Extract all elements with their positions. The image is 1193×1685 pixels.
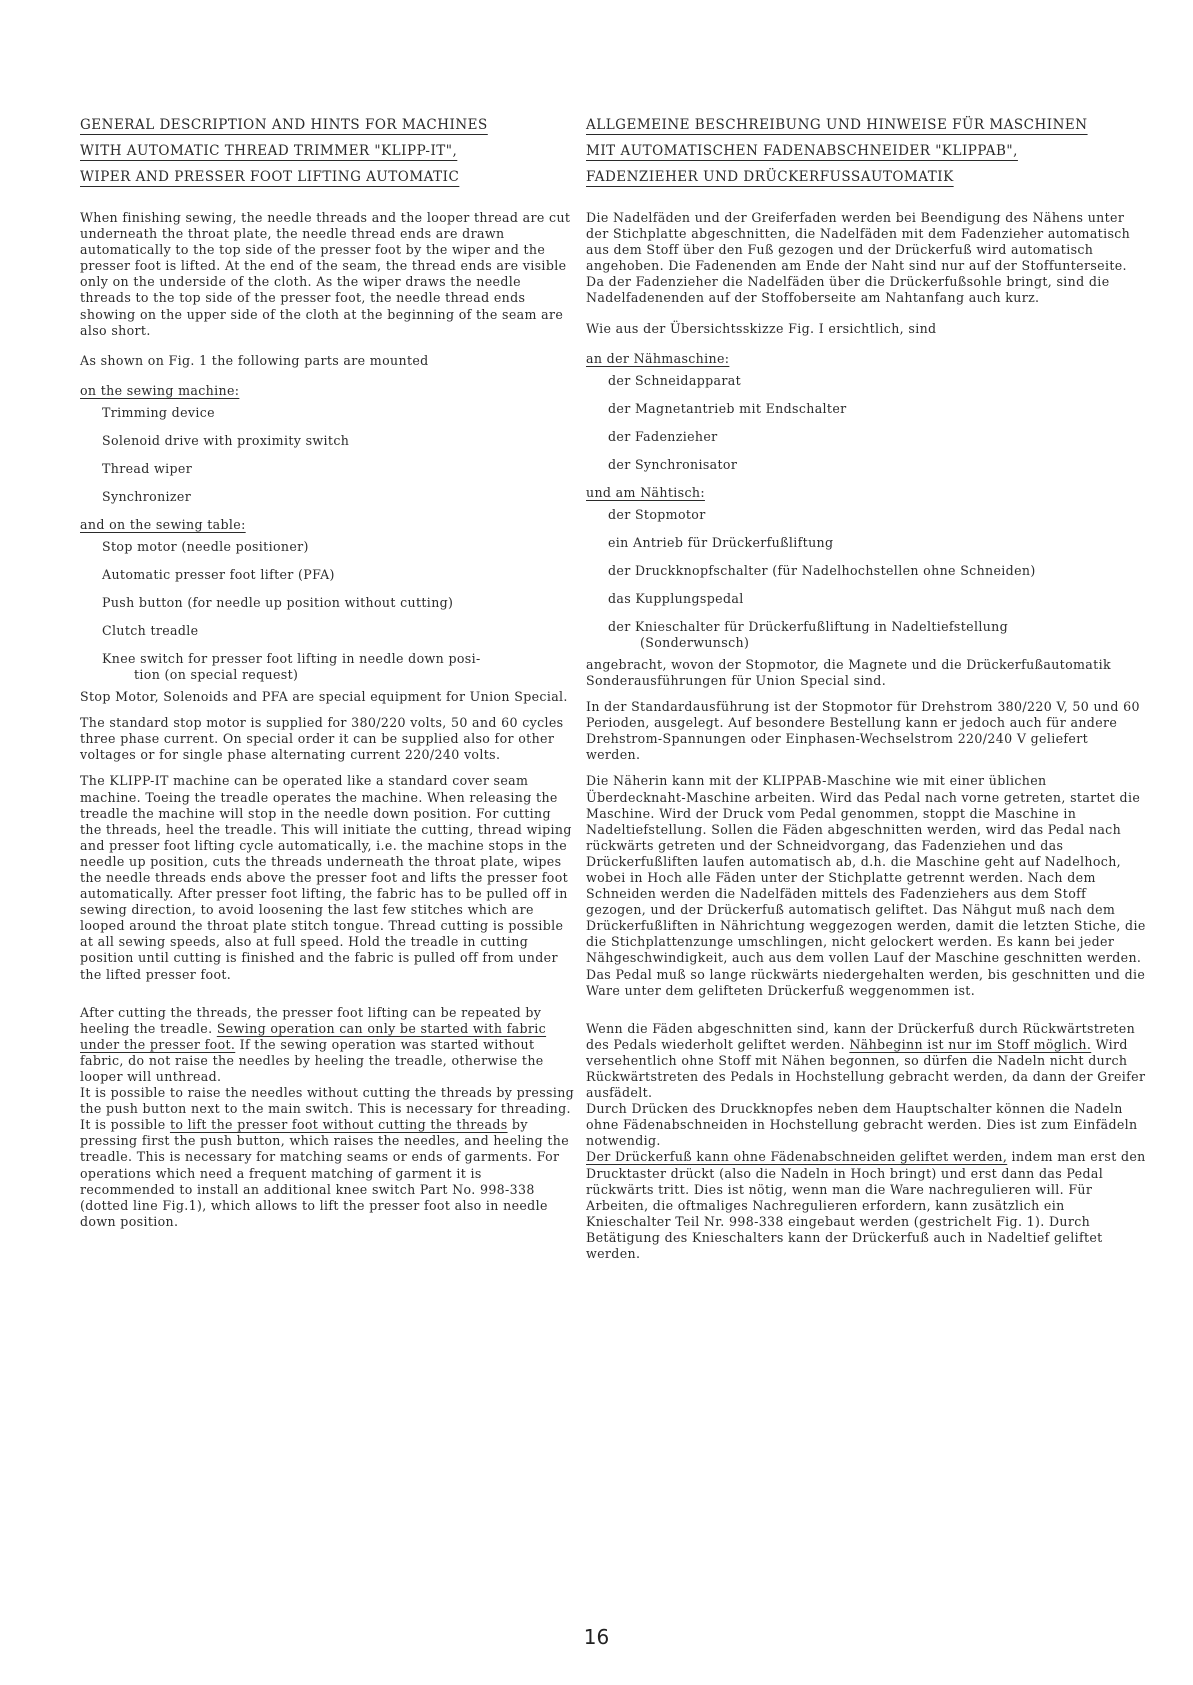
text-run: by pressing first the push button, which raises the needles, and heeling the treadle. This is necessary for matching seams or ends of garments. For operations which need a frequent matching of garment it is recommended to install an additional knee switch Part No. 998-338 (dotted line Fig.1), which allows to lift the presser foot also in needle down position. [80, 1117, 570, 1229]
raise-needles-paragraph: Durch Drücken des Druckknopfes neben dem Hauptschalter können die Nadeln ohne Fädenabschneiden in Hochstellung gebracht werden. Dies ist zum Einfädeln notwendig. [586, 1101, 1138, 1149]
intro-paragraph: Die Nadelfäden und der Greiferfaden werden bei Beendigung des Nähens unter der Stichplatte abgeschnitten, die Nadelfäden mit dem Fadenzieher automatisch aus dem Stoff über den Fuß gezogen und der Drückerfuß wird automatisch angehoben. Die Fadenenden am Ende der Naht sind nur auf der Stoffunterseite. Da der Fadenzieher die Nadelfäden über die Drückerfußsohle bringt, sind die Nadelfadenenden auf der Stoffoberseite am Nahtanfang auch kurz. [586, 210, 1131, 306]
special-equipment-paragraph: angebracht, wovon der Stopmotor, die Magnete und die Drückerfußautomatik Sonderausführungen für Union Special sind. [586, 656, 1111, 688]
motor-paragraph: In der Standardausführung ist der Stopmotor für Drehstrom 380/220 V, 50 und 60 Perioden, ausgelegt. Auf besondere Bestellung kann er jedoch auch für andere Drehstrom-Spannungen oder Einphasen-Wechselstrom 220/240 V geliefert werden. [586, 699, 1140, 763]
heading-line: WIPER AND PRESSER FOOT LIFTING AUTOMATIC [80, 169, 460, 185]
machine-subheading: on the sewing machine: [80, 382, 240, 398]
heading-line: FADENZIEHER UND DRÜCKERFUSSAUTOMATIK [586, 169, 954, 185]
after-cutting-paragraph [80, 1005, 575, 1085]
list-item: Push button (for needle up position without cutting) [102, 595, 454, 611]
parts-lead: As shown on Fig. 1 the following parts are mounted [80, 352, 429, 368]
lift-foot-paragraph [80, 1117, 575, 1230]
operation-paragraph: Die Näherin kann mit der KLIPPAB-Maschine wie mit einer üblichen Überdecknaht-Maschine arbeiten. Wird das Pedal nach vorne getreten, startet die Maschine. Wird der Druck vom Pedal genommen, stoppt die Maschine in Nadeltiefstellung. Sollen die Fäden abgeschnitten werden, wird das Pedal nach rückwärts getreten und der Schneidvorgang, das Fadenziehen und das Drückerfußliften laufen automatisch ab, d.h. die Maschine geht auf Nadelhoch, wobei in Hoch alle Fäden unter der Stichplatte getrennt werden. Nach dem Schneiden werden die Nadelfäden mittels des Fadenziehers aus dem Stoff gezogen, und der Drückerfuß automatisch geliftet. Das Nähgut muß nach dem Drückerfußliften in Nährichtung weggezogen werden, damit die letzten Stiche, die die Stichplattenzunge umschlingen, nicht gelockert werden. Es kann bei jeder Nähgeschwindigkeit, auch aus dem vollen Lauf der Maschine geschnitten werden. Das Pedal muß so lange rückwärts niedergehalten werden, bis geschnitten und die Ware unter dem gelifteten Drückerfuß weggenommen ist. [586, 773, 1146, 998]
list-item: Solenoid drive with proximity switch [102, 432, 350, 448]
list-item: ein Antrieb für Drückerfußliftung [608, 534, 834, 550]
underlined-note: Der Drückerfuß kann ohne Fädenabschneiden geliftet werden, [586, 1149, 1008, 1165]
underlined-note: to lift the presser foot without cutting the threads [169, 1117, 508, 1133]
list-item: Trimming device [102, 404, 215, 420]
list-item [102, 651, 575, 683]
heading-line: GENERAL DESCRIPTION AND HINTS FOR MACHINES [80, 117, 488, 133]
heading-line: WITH AUTOMATIC THREAD TRIMMER "KLIPP-IT", [80, 143, 458, 159]
parts-lead: Wie aus der Übersichtsskizze Fig. I ersichtlich, sind [586, 320, 937, 336]
list-item: Stop motor (needle positioner) [102, 539, 309, 555]
table-parts-list [586, 507, 1146, 651]
list-item-continuation: tion (on special request) [134, 667, 299, 683]
list-item: das Kupplungspedal [608, 590, 744, 606]
list-item: der Druckknopfschalter (für Nadelhochstellen ohne Schneiden) [608, 562, 1036, 578]
after-cutting-paragraph [586, 1021, 1146, 1101]
list-item-text: der Knieschalter für Drückerfußliftung in Nadeltiefstellung [608, 618, 1009, 634]
table-parts-list [80, 539, 575, 683]
list-item: Thread wiper [102, 460, 193, 476]
machine-subheading: an der Nähmaschine: [586, 350, 730, 366]
list-item-continuation: (Sonderwunsch) [640, 634, 750, 650]
list-item: der Fadenzieher [608, 428, 718, 444]
list-item: der Schneidapparat [608, 372, 742, 388]
machine-parts-list [80, 405, 575, 505]
text-run: It is possible [80, 1117, 170, 1133]
german-heading [586, 112, 1146, 190]
underlined-note: Nähbeginn ist nur im Stoff möglich. [849, 1036, 1092, 1052]
underlined-note: Sewing operation can only be started with fabric under the presser foot. [80, 1020, 547, 1052]
table-subheading: und am Nähtisch: [586, 484, 705, 500]
intro-paragraph: When finishing sewing, the needle threads and the looper thread are cut underneath the throat plate, the needle thread ends are drawn automatically to the top side of the presser foot by the wiper and the presser foot is lifted. At the end of the seam, the thread ends are visible only on the underside of the cloth. As the wiper draws the needle threads to the top side of the presser foot, the needle thread ends showing on the upper side of the cloth at the beginning of the seam are also short. [80, 210, 571, 338]
text-run: After cutting the threads, the presser foot lifting can be repeated by heeling the treadle. [80, 1004, 542, 1036]
list-item: der Magnetantrieb mit Endschalter [608, 400, 847, 416]
operation-paragraph: The KLIPP-IT machine can be operated like a standard cover seam machine. Toeing the treadle operates the machine. When releasing the treadle the machine will stop in the needle down position. For cutting the threads, heel the treadle. This will initiate the cutting, thread wiping and presser foot lifting cycle automatically, i.e. the machine stops in the needle up position, cuts the threads underneath the throat plate, wipes the needle threads ends above the presser foot and lifts the presser foot automatically. After presser foot lifting, the fabric has to be pulled off in sewing direction, to avoid loosening the last few stitches which are looped around the throat plate stitch tongue. Thread cutting is possible at all sewing speeds, also at full speed. Hold the treadle in cutting position until cutting is finished and the fabric is pulled off from under the lifted presser foot. [80, 773, 572, 982]
heading-line: MIT AUTOMATISCHEN FADENABSCHNEIDER "KLIPPAB", [586, 143, 1018, 159]
text-run: Wird versehentlich ohne Stoff mit Nähen begonnen, so dürfen die Nadeln nicht durch Rückwärtstreten des Pedals in Hochstellung gebracht werden, da dann der Greifer ausfädelt. [586, 1036, 1146, 1101]
list-item-text: Knee switch for presser foot lifting in needle down posi- [102, 651, 481, 667]
list-item: Automatic presser foot lifter (PFA) [102, 567, 335, 583]
text-run: Wenn die Fäden abgeschnitten sind, kann der Drückerfuß durch Rückwärtstreten des Pedals wiederholt geliftet werden. [586, 1020, 1136, 1052]
heading-line: ALLGEMEINE BESCHREIBUNG UND HINWEISE FÜR MASCHINEN [586, 117, 1088, 133]
table-subheading: and on the sewing table: [80, 516, 246, 532]
list-item: Synchronizer [102, 488, 192, 504]
special-equipment-paragraph: Stop Motor, Solenoids and PFA are special equipment for Union Special. [80, 689, 568, 705]
list-item: der Synchronisator [608, 456, 738, 472]
list-item: der Stopmotor [608, 506, 706, 522]
list-item: Clutch treadle [102, 623, 199, 639]
text-run: If the sewing operation was started without fabric, do not raise the needles by heeling the treadle, otherwise the looper will unthread. [80, 1036, 544, 1084]
text-run: indem man erst den Drucktaster drückt (also die Nadeln in Hoch bringt) und erst dann das Pedal rückwärts tritt. Dies ist nötig, wenn man die Ware nachregulieren will. Für Arbeiten, die oftmaliges Nachregulieren erfordern, kann zusätzlich ein Knieschalter Teil Nr. 998-338 eingebaut werden (gestrichelt Fig. 1). Durch Betätigung des Knieschalters kann der Drückerfuß auch in Nadeltief geliftet werden. [586, 1149, 1146, 1262]
lift-foot-paragraph [586, 1149, 1146, 1262]
machine-parts-list [586, 373, 1146, 473]
english-heading [80, 112, 575, 190]
english-column [80, 112, 575, 1230]
raise-needles-paragraph: It is possible to raise the needles without cutting the threads by pressing the push button next to the main switch. This is necessary for threading. [80, 1085, 575, 1117]
motor-paragraph: The standard stop motor is supplied for 380/220 volts, 50 and 60 cycles three phase current. On special order it can be supplied also for other voltages or for single phase alternating current 220/240 volts. [80, 715, 564, 763]
page-number: 16 [583, 1625, 610, 1649]
list-item [608, 619, 1146, 651]
german-column [586, 112, 1146, 1262]
